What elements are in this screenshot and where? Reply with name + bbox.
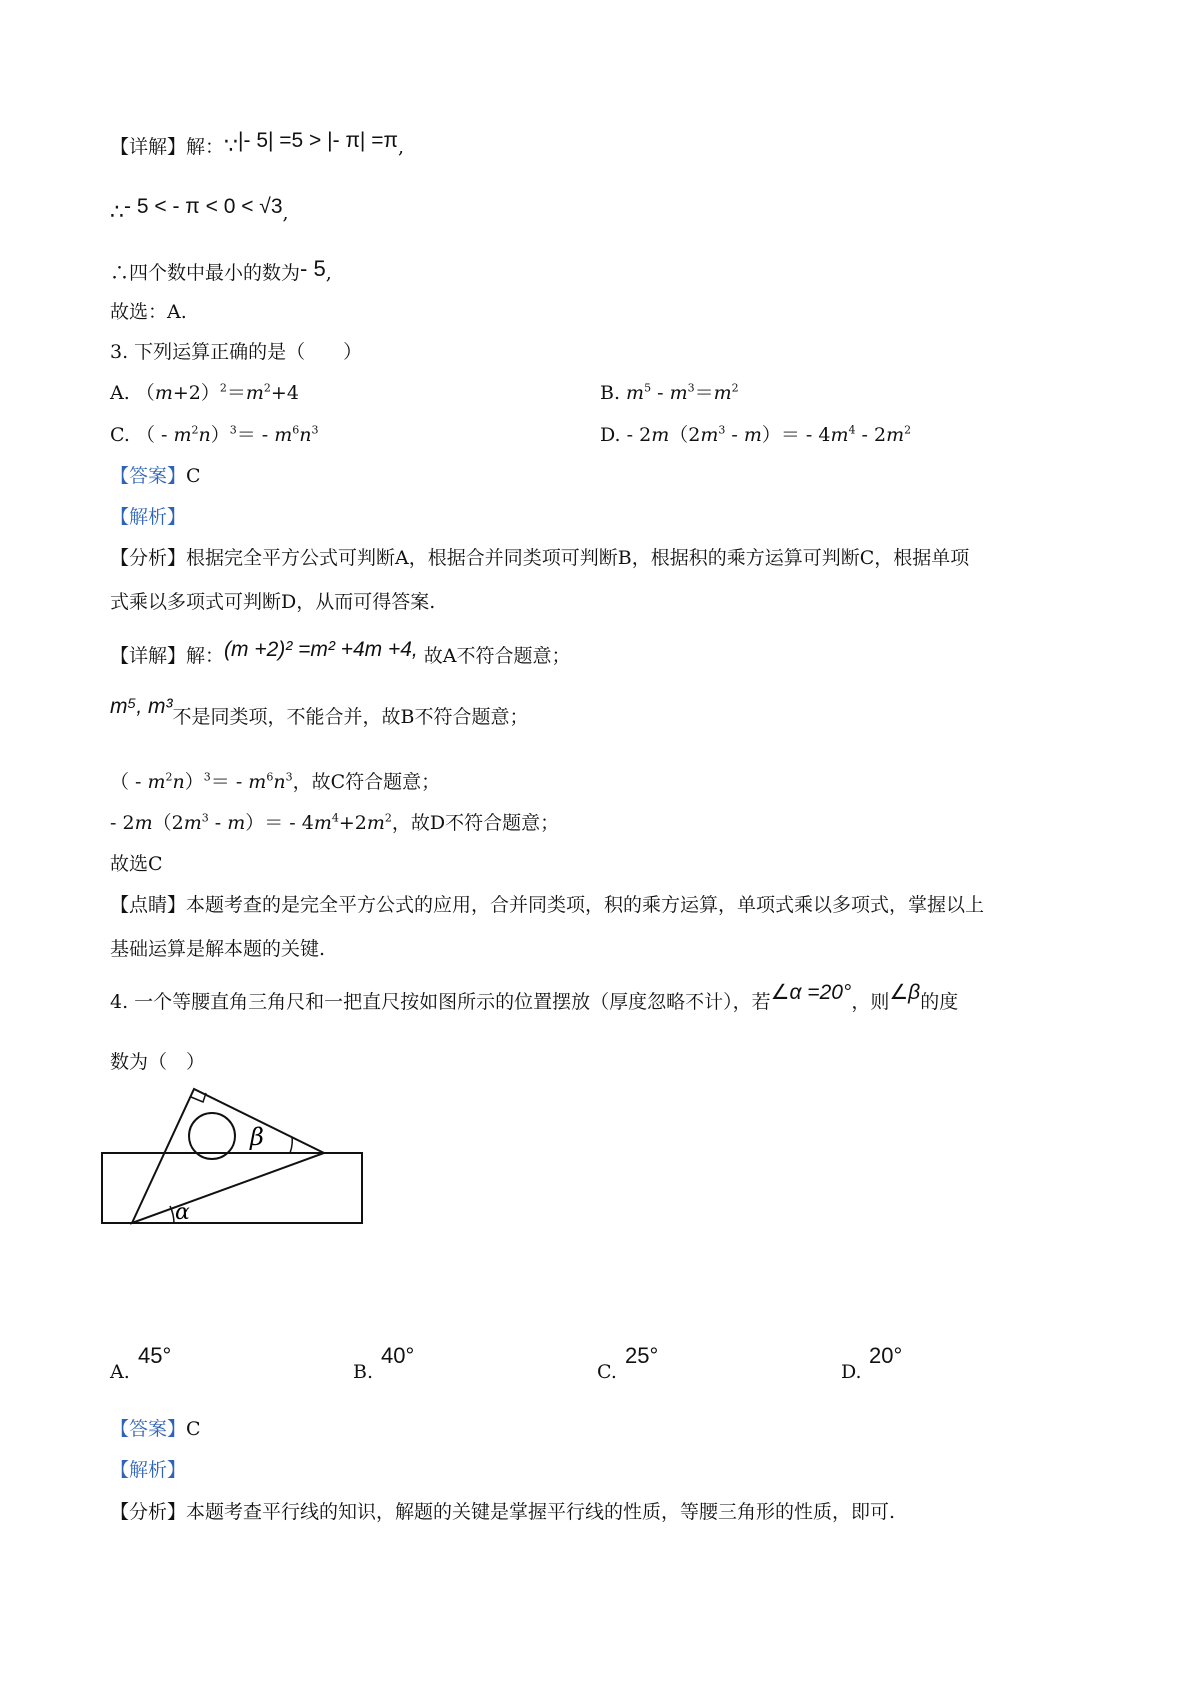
beta-arc <box>290 1137 292 1153</box>
inequality-expression: - 5 < - π < 0 < √3 <box>124 195 283 218</box>
q3-option-b: B. $m^5 - m^3=m^2$ <box>600 381 739 404</box>
answer-tag: 【答案】 <box>110 465 187 487</box>
q3-answer-line <box>110 464 201 489</box>
right-triangle-shape <box>132 1089 324 1223</box>
beta-angle-expression: ∠β <box>889 981 921 1004</box>
p2-detail-line <box>110 129 405 161</box>
answer-value: C <box>186 465 201 487</box>
smallest-text: ∴四个数中最小的数为 <box>110 262 301 284</box>
square-expansion-expression: (m +2)² =m² +4m +4, <box>224 638 418 661</box>
q3-analysis-line1: 【分析】根据完全平方公式可判断A，根据合并同类项可判断B，根据积的乘方运算可判断C，根据单项 <box>110 547 970 569</box>
because-symbol: ∵ <box>224 133 239 158</box>
p2-choose-line: 故选：A. <box>110 301 187 323</box>
q3-option-a: A. $(m+2)^2=m^2+4$ <box>110 381 299 404</box>
q4-analysis-tag: 【解析】 <box>110 1459 187 1481</box>
q3-detail-c-line: （ - $m^2n)^3= - m^6n^3$，故C符合题意； <box>110 770 441 793</box>
detail-intro: 解： <box>186 136 225 158</box>
p2-smallest-line <box>110 258 332 287</box>
p2-therefore-line <box>110 195 289 227</box>
q3-stem: 3. 下列运算正确的是（ ） <box>110 341 363 363</box>
q3-analysis-line2: 式乘以多项式可判断D，从而可得答案. <box>110 591 436 613</box>
punctuation: , <box>325 262 332 284</box>
beta-label: β <box>250 1123 264 1151</box>
answer-tag: 【答案】 <box>110 1418 187 1440</box>
q3-comment-line1: 【点睛】本题考查的是完全平方公式的应用，合并同类项，积的乘方运算，单项式乘以多项式，掌握以上 <box>110 894 985 916</box>
ruler-triangle-figure <box>100 1085 400 1240</box>
punctuation: , <box>282 202 289 224</box>
q3-option-c: C. （ - $m^2n)^3= - m^6n^3$ <box>110 423 319 446</box>
q3-detail-line: 【详解】解：(m +2)² =m² +4m +4, 故A不符合题意； <box>110 638 571 667</box>
detail-tag: 【详解】 <box>110 136 187 158</box>
q4-stem-line2: 数为（ ） <box>110 1051 206 1073</box>
q3-detail-d-line: - $2m(2m^3 - m)= - 4m^4+2m^2$，故D不符合题意； <box>110 811 560 834</box>
alpha-angle-expression: ∠α =20° <box>770 981 852 1004</box>
q4-analysis-line: 【分析】本题考查平行线的知识，解题的关键是掌握平行线的性质，等腰三角形的性质，即可. <box>110 1501 896 1523</box>
punctuation: , <box>397 136 405 158</box>
q3-detail-b-line: m⁵, m³不是同类项，不能合并，故B不符合题意； <box>110 695 529 728</box>
therefore-symbol: ∴ <box>110 199 124 224</box>
alpha-label: α <box>175 1200 190 1225</box>
abs-value-expression: |- 5| =5 > |- π| =π <box>238 129 398 152</box>
q3-choose-line: 故选C <box>110 853 163 875</box>
answer-value: C <box>186 1418 201 1440</box>
q3-analysis-tag: 【解析】 <box>110 506 187 528</box>
q3-comment-line2: 基础运算是解本题的关键. <box>110 938 326 960</box>
ruler-shape <box>102 1153 362 1223</box>
q4-stem-line1: 4. 一个等腰直角三角尺和一把直尺按如图所示的位置摆放（厚度忽略不计），若∠α =20°，则∠β的度 <box>110 981 959 1013</box>
q3-option-d: D. - $2m(2m^3 - m)= - 4m^4 - 2m^2$ <box>600 423 912 446</box>
smallest-number: - 5 <box>300 256 326 281</box>
q4-answer-line <box>110 1417 201 1442</box>
monomials-expression: m⁵, m³ <box>110 695 173 718</box>
